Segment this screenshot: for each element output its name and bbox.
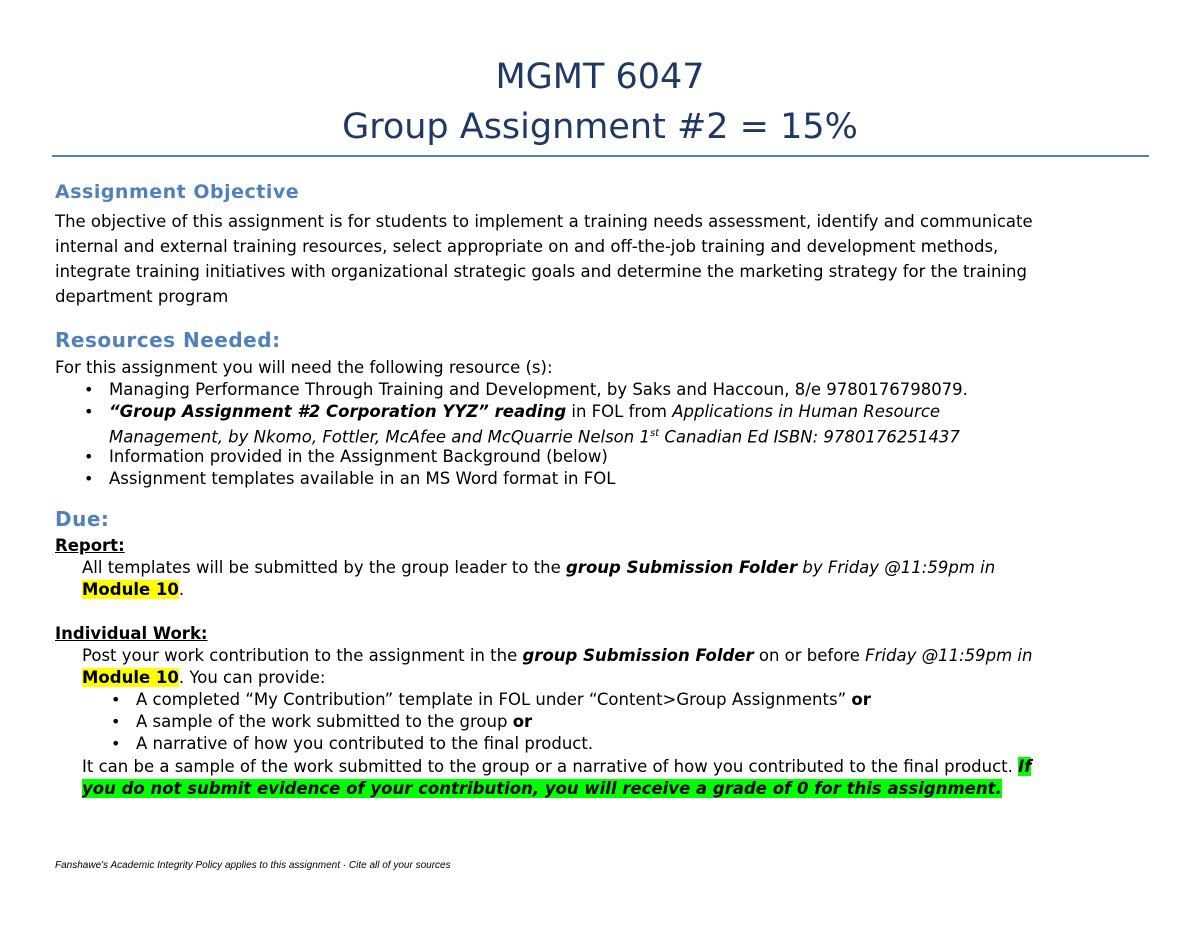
individual-line-1: Post your work contribution to the assignment in the group Submission Folder on or before Friday @11:59pm in	[82, 646, 1033, 665]
bullet-dot: •	[111, 690, 121, 709]
resource-item-2-cont	[109, 423, 960, 449]
individual-line-2: Module 10. You can provide:	[82, 668, 326, 687]
contribution-option-3: A narrative of how you contributed to the final product.	[136, 734, 594, 753]
reading-title: “Group Assignment #2 Corporation YYZ” reading	[109, 402, 567, 421]
zero-grade-warning-start: If	[1018, 757, 1032, 776]
individual-work-label: Individual Work:	[55, 624, 208, 643]
resources-intro: For this assignment you will need the following resource (s):	[55, 358, 553, 377]
zero-grade-warning: you do not submit evidence of your contribution, you will receive a grade of 0 for this assignment.	[82, 779, 1002, 798]
objective-line-2: internal and external training resources, select appropriate on and off-the-job training and development methods,	[55, 237, 999, 256]
edition-superscript: st	[649, 428, 660, 439]
book-isbn: Canadian Ed ISBN: 9780176251437	[659, 427, 960, 447]
integrity-footer: Fanshawe's Academic Integrity Policy applies to this assignment · Cite all of your sources	[55, 860, 451, 871]
module-10-highlight: Module 10	[82, 580, 179, 599]
objective-heading: Assignment Objective	[55, 181, 300, 203]
closing-line-2	[82, 778, 1002, 800]
bullet-dot: •	[84, 447, 94, 466]
course-code-title: MGMT 6047	[495, 57, 705, 97]
objective-line-3: integrate training initiatives with organizational strategic goals and determine the marketing strategy for the training	[55, 262, 1027, 281]
submission-folder-text: group Submission Folder	[566, 558, 798, 577]
closing-line-1: It can be a sample of the work submitted to the group or a narrative of how you contributed to the final product. If	[82, 757, 1032, 776]
resources-heading: Resources Needed:	[55, 328, 281, 352]
bullet-dot: •	[111, 734, 121, 753]
submission-folder-text: group Submission Folder	[522, 646, 754, 665]
resource-item-1: Managing Performance Through Training and Development, by Saks and Haccoun, 8/e 9780176798079.	[109, 380, 968, 399]
book-authors: Management, by Nkomo, Fottler, McAfee and McQuarrie Nelson 1	[109, 427, 650, 447]
assignment-title: Group Assignment #2 = 15%	[342, 107, 858, 147]
bullet-dot: •	[84, 380, 94, 399]
resource-item-2	[109, 401, 940, 423]
report-line-1: All templates will be submitted by the group leader to the group Submission Folder by Friday @11:59pm in	[82, 558, 996, 577]
bullet-dot: •	[84, 469, 94, 488]
resource-item-4: Assignment templates available in an MS Word format in FOL	[109, 469, 616, 488]
contribution-option-1: A completed “My Contribution” template in FOL under “Content>Group Assignments” or	[136, 690, 871, 709]
book-title-start: Applications in Human Resource	[672, 402, 941, 421]
resource-item-3: Information provided in the Assignment Background (below)	[109, 447, 608, 466]
report-label: Report:	[55, 536, 125, 555]
title-divider	[52, 155, 1149, 157]
bullet-dot: •	[111, 712, 121, 731]
objective-line-1: The objective of this assignment is for students to implement a training needs assessment, identify and communicate	[55, 212, 1033, 231]
due-heading: Due:	[55, 507, 110, 531]
module-10-highlight: Module 10	[82, 668, 179, 687]
objective-line-4: department program	[55, 287, 229, 306]
bullet-dot: •	[84, 402, 94, 421]
report-line-2: Module 10.	[82, 580, 185, 599]
contribution-option-2: A sample of the work submitted to the group or	[136, 712, 533, 731]
reading-source-prefix: in FOL from	[566, 402, 673, 421]
